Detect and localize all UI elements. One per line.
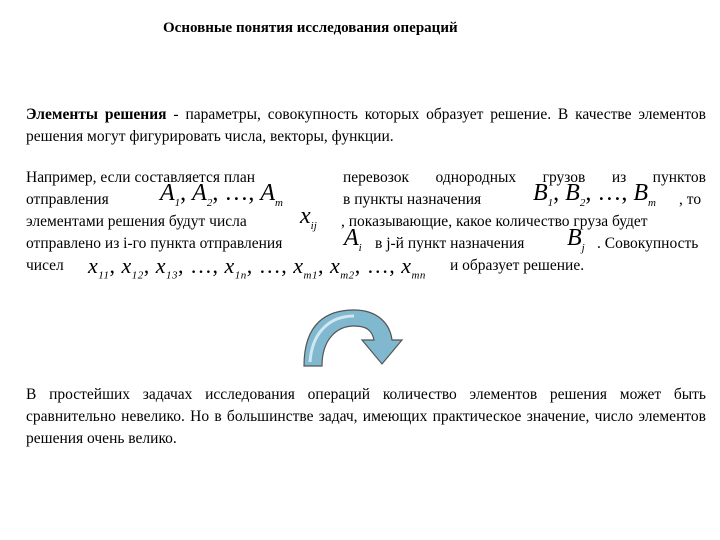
p2-line4-left: отправлено из i-го пункта отправления <box>26 235 283 252</box>
p2-line3-left: элементами решения будут числа <box>26 213 247 230</box>
p2-line4-right: . Совокупность <box>597 235 699 252</box>
term-decision-elements: Элементы решения <box>26 106 167 123</box>
page-title: Основные понятия исследования операций <box>163 20 458 36</box>
paragraph-conclusion: В простейших задачах исследования операций количество элементов решения может быть сравнительно невелико. Но в большинстве задач, имеющих практическое значение, число элементов решения очень велико. <box>26 386 706 447</box>
p2-line3-right: , показывающие, какое количество груза будет <box>341 213 648 230</box>
formula-ai: $A_i$ <box>344 225 362 254</box>
p2-line2-mid: в пункты назначения <box>343 191 482 208</box>
curved-arrow-icon <box>298 304 408 374</box>
formula-b-sequence: $B_1$, $B_2$, …, $B_m$ <box>533 180 656 209</box>
p2-line1-left: Например, если составляется план <box>26 169 256 186</box>
arrow-shape <box>304 310 402 366</box>
p2-line5-left: чисел <box>26 257 64 274</box>
formula-bj: $B_j$ <box>567 225 585 254</box>
definition-text: - параметры, совокупность которых образует решение. В качестве элементов решения могут фигурировать числа, векторы, функции. <box>26 106 706 145</box>
formula-xij: $x_{ij}$ <box>300 203 317 232</box>
formula-x-sequence: $x_{11}$, $x_{12}$, $x_{13}$, …, $x_{1n}$, …, $x_{m1}$, $x_{m2}$, …, $x_{mn}$ <box>88 253 426 282</box>
p2-line5-right: и образует решение. <box>450 257 585 274</box>
p2-line2-left: отправления <box>26 191 109 208</box>
p2-line1-right: перевозок однородных грузов из пунктов <box>343 169 706 186</box>
formula-a-sequence: $A_1$, $A_2$, …, $A_m$ <box>160 180 283 209</box>
paragraph-definition <box>26 104 706 148</box>
p2-line4-mid: в j-й пункт назначения <box>375 235 525 252</box>
p2-line2-right: , то <box>679 191 702 208</box>
